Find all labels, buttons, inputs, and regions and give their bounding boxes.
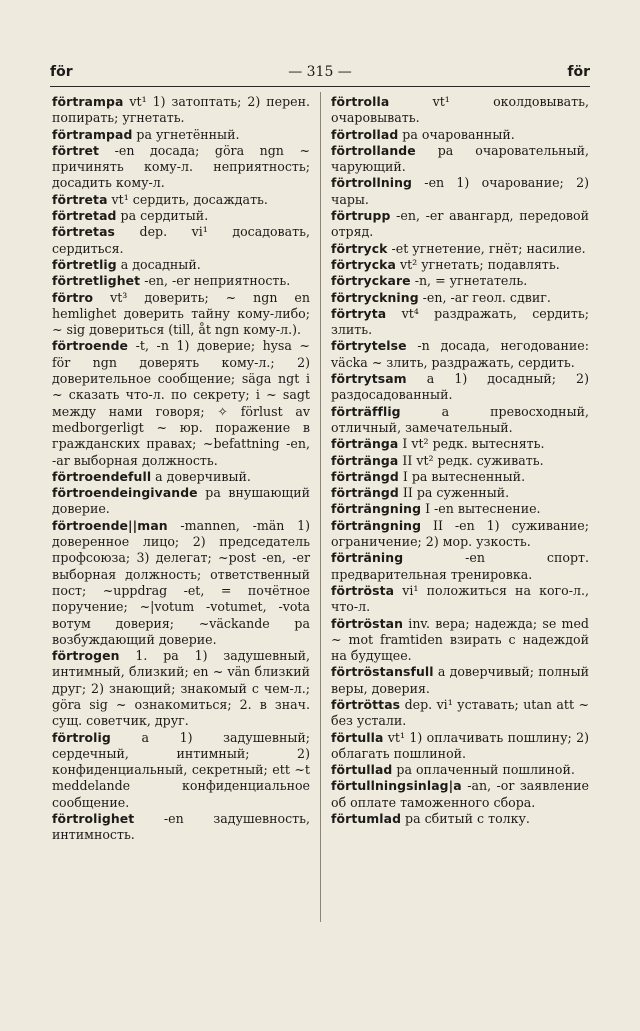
entry-headword: förtryckning <box>331 289 419 305</box>
dictionary-entry: förtroendefull a доверчивый. <box>52 468 251 484</box>
dictionary-entry: förtrollning -en 1) очарование; 2) чары. <box>331 175 589 207</box>
entry-headword: förtryck <box>331 240 388 256</box>
dictionary-entry: förtroende -t, -n 1) доверие; hysa ~ för ngn доверять кому-л.; 2) доверительное сообщение; säga ngt i ~ сказать что-л. по секрету; i ~ sagt между нами говоря; ✧ förlust av medborgerligt ~ юр. поражение в гражданских правах; ~befattning -en, -ar выборная должность. <box>52 338 310 468</box>
entry-headword: förtrupp <box>331 208 391 224</box>
entry-headword: förtränga <box>331 452 399 468</box>
dictionary-entry: förtryckning -en, -ar геол. сдвиг. <box>331 289 551 305</box>
dictionary-entry: förtroendeingivande pa внушающий доверие. <box>52 485 310 517</box>
dictionary-entry: förtretlighet -en, -er неприятность. <box>52 273 291 289</box>
dictionary-entry: förträngd II pa суженный. <box>331 485 510 501</box>
entry-headword: förtret <box>52 142 100 158</box>
column-divider <box>320 92 321 922</box>
entry-headword: förtrogen <box>52 648 120 664</box>
entry-headword: förtretlig <box>52 256 117 272</box>
entry-headword: förtrampad <box>52 126 133 142</box>
entry-headword: förtröstan <box>331 615 404 631</box>
entry-headword: förtrolighet <box>52 811 135 827</box>
entry-headword: förtrytsam <box>331 371 407 387</box>
dictionary-entry: förtröttas dep. vi¹ уставать; utan att ~ без устали. <box>331 696 589 729</box>
dictionary-entry: förtryckare -n, = угнетатель. <box>331 273 528 289</box>
entry-headword: förtrolig <box>52 729 111 745</box>
dictionary-entry: förtröstansfull a доверчивый; полный веры, доверия. <box>331 664 589 696</box>
dictionary-entry: förtrampad pa угнетённый. <box>52 126 240 142</box>
dictionary-entry: förtrolig a 1) задушевный; сердечный, интимный; 2) конфиденциальный, секретный; ett ~t meddelande конфиденциальное сообщение. <box>52 729 310 810</box>
entry-headword: förtretad <box>52 208 117 224</box>
entry-headword: förtränga <box>331 436 399 452</box>
entry-headword: förtumlad <box>331 811 402 827</box>
entry-headword: förtrollning <box>331 175 413 191</box>
dictionary-entry: förträngning II -en 1) суживание; ограничение; 2) мор. узкость. <box>331 517 589 550</box>
left-column <box>52 94 310 844</box>
entry-headword: förtrollande <box>331 142 416 158</box>
dictionary-entry: förtroende||man -mannen, -män 1) доверенное лицо; 2) председатель профсоюза; 3) делегат; ~post -en, -er выборная должность; ответственный пост; ~uppdrag -et, = почётное поручение; ~|votum -votumet, -vota вотум доверия; ~väckande pa возбуждающий доверие. <box>52 517 310 647</box>
entry-headword: förtroende||man <box>52 517 168 533</box>
dictionary-entry: förträngning I -en вытеснение. <box>331 501 541 517</box>
dictionary-entry: förtränga II vt² редк. суживать. <box>331 452 544 468</box>
entry-headword: förtretas <box>52 224 116 240</box>
dictionary-entry: förtrytsam a 1) досадный; 2) раздосадованный. <box>331 371 589 403</box>
entry-headword: förtretlighet <box>52 273 141 289</box>
entry-headword: förtro <box>52 289 94 305</box>
dictionary-entry: förtret -en досада; göra ngn ~ причинять кому-л. неприятность; досадить кому-л. <box>52 142 310 191</box>
left-running-headword: för <box>50 64 73 80</box>
entry-headword: förtrampa <box>52 94 124 109</box>
dictionary-entry: förtryck -et угнетение, гнёт; насилие. <box>331 240 586 256</box>
dictionary-entry: förtränga I vt² редк. вытеснять. <box>331 436 545 452</box>
entry-headword: förtroendeingivande <box>52 485 198 501</box>
entry-headword: förträngning <box>331 501 422 517</box>
dictionary-entry: förtrupp -en, -er авангард, передовой отряд. <box>331 208 589 240</box>
dictionary-entry: förträfflig a превосходный, отличный, замечательный. <box>331 403 589 435</box>
entry-headword: förtullad <box>331 762 393 778</box>
dictionary-entry: förtretas dep. vi¹ досадовать, сердиться. <box>52 224 310 256</box>
dictionary-entry: förtrycka vt² угнетать; подавлять. <box>331 256 560 272</box>
entry-headword: förtroendefull <box>52 468 152 484</box>
dictionary-entry: förtrolighet -en задушевность, интимность. <box>52 811 310 843</box>
entry-headword: förtryta <box>331 305 387 321</box>
dictionary-entry: förtrollande pa очаровательный, чарующий. <box>331 142 589 175</box>
entry-headword: förträning <box>331 550 404 566</box>
right-column <box>331 94 589 827</box>
entry-headword: förtullningsinlag|a <box>331 778 462 794</box>
dictionary-entry: förträning -en спорт. предварительная тренировка. <box>331 550 589 582</box>
entry-headword: förtrycka <box>331 256 396 272</box>
dictionary-entry: förtrösta vi¹ положиться на кого-л., что-л. <box>331 582 589 615</box>
dictionary-entry: förtrolla vt¹ околдовывать, очаровывать. <box>331 94 589 126</box>
entry-headword: förtrytelse <box>331 338 407 354</box>
page-number: — 315 — <box>288 64 352 80</box>
dictionary-entry: förtumlad pa сбитый с толку. <box>331 811 530 827</box>
entry-headword: förtrollad <box>331 126 399 142</box>
page-header <box>50 62 590 87</box>
dictionary-entry: förtryta vt⁴ раздражать, сердить; злить. <box>331 305 589 338</box>
dictionary-entry: förtulla vt¹ 1) оплачивать пошлину; 2) облагать пошлиной. <box>331 729 589 761</box>
entry-headword: förträngd <box>331 468 399 484</box>
right-running-headword: för <box>567 64 590 80</box>
dictionary-entry: förtrampa vt¹ 1) затоптать; 2) перен. попирать; угнетать. <box>52 94 310 126</box>
entry-headword: förträngning <box>331 517 422 533</box>
dictionary-entry: förtreta vt¹ сердить, досаждать. <box>52 191 268 207</box>
entry-headword: förtröstansfull <box>331 664 434 680</box>
entry-headword: förträfflig <box>331 403 401 419</box>
entry-headword: förtröttas <box>331 696 401 712</box>
entry-headword: förtrösta <box>331 582 395 598</box>
entry-headword: förtreta <box>52 191 108 207</box>
dictionary-entry: förtretad pa сердитый. <box>52 208 209 224</box>
entry-headword: förtroende <box>52 338 129 354</box>
dictionary-entry: förtröstan inv. вера; надежда; se med ~ mot framtiden взирать с надеждой на будущее. <box>331 615 589 664</box>
dictionary-entry: förtullad pa оплаченный пошлиной. <box>331 762 575 778</box>
dictionary-entry: förtrollad pa очарованный. <box>331 126 515 142</box>
dictionary-entry: förtullningsinlag|a -an, -or заявление об оплате таможенного сбора. <box>331 778 589 810</box>
entry-headword: förträngd <box>331 485 399 501</box>
dictionary-entry: förtretlig a досадный. <box>52 256 201 272</box>
dictionary-entry: förtro vt³ доверить; ~ ngn en hemlighet доверить тайну кому-либо; ~ sig довериться (till, åt ngn кому-л.). <box>52 289 310 338</box>
dictionary-entry: förträngd I pa вытесненный. <box>331 468 526 484</box>
dictionary-entry: förtrogen 1. pa 1) задушевный, интимный, близкий; en ~ vän близкий друг; 2) знающий; знакомый с чем-л.; göra sig ~ ознакомиться; 2. в знач. сущ. советчик, друг. <box>52 648 310 729</box>
entry-headword: förtrolla <box>331 94 390 109</box>
entry-headword: förtryckare <box>331 273 411 289</box>
dictionary-entry: förtrytelse -n досада, негодование: väcka ~ злить, раздражать, сердить. <box>331 338 589 370</box>
entry-headword: förtulla <box>331 729 384 745</box>
